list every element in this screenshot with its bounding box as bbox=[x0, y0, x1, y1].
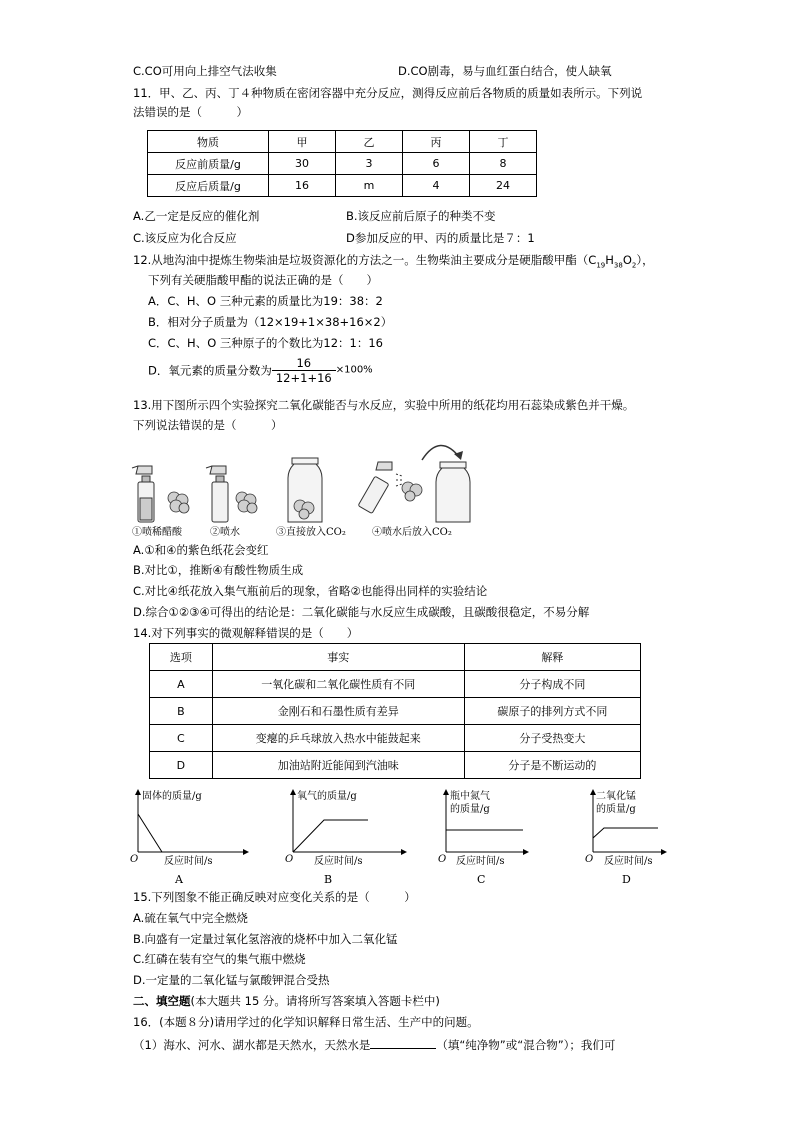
y-label-line1: 二氧化锰 bbox=[596, 791, 636, 802]
paper-flower-icon bbox=[168, 492, 189, 513]
origin-label: O bbox=[130, 854, 139, 865]
table-header-cell: 丙 bbox=[403, 131, 470, 153]
table-cell: 30 bbox=[269, 153, 336, 175]
q14-stem: 14.对下列事实的微观解释错误的是（ ） bbox=[133, 626, 359, 640]
q10-option-d: D.CO剧毒，易与血红蛋白结合，使人缺氧 bbox=[398, 64, 612, 78]
table-row bbox=[148, 153, 537, 175]
table-cell: 8 bbox=[470, 153, 537, 175]
table-cell: 分子是不断运动的 bbox=[464, 752, 640, 779]
spray-bottle-icon bbox=[358, 462, 404, 514]
q11-option-a: A.乙一定是反应的催化剂 bbox=[133, 209, 260, 223]
table-cell: 金刚石和石墨性质有差异 bbox=[212, 698, 464, 725]
table-cell: 反应前质量/g bbox=[148, 153, 269, 175]
table-row bbox=[148, 175, 537, 197]
curved-arrow-icon bbox=[422, 445, 460, 460]
origin-label: O bbox=[285, 854, 294, 865]
table-cell: 变瘪的乒乓球放入热水中能鼓起来 bbox=[212, 725, 464, 752]
graph-c bbox=[438, 789, 528, 886]
x-label: 反应时间/s bbox=[164, 856, 213, 867]
table-cell: 24 bbox=[470, 175, 537, 197]
table-cell: 6 bbox=[403, 153, 470, 175]
q13-caption-4: ④喷水后放入CO₂ bbox=[372, 527, 452, 538]
table-header-row bbox=[148, 131, 537, 153]
x-label: 反应时间/s bbox=[604, 856, 653, 867]
table-header-cell: 选项 bbox=[150, 644, 213, 671]
q13-caption-1: ①喷稀醋酸 bbox=[132, 527, 182, 538]
table-cell: 16 bbox=[269, 175, 336, 197]
spray-bottle-icon bbox=[132, 466, 154, 522]
q10-option-c: C.CO可用向上排空气法收集 bbox=[133, 64, 277, 78]
q13-caption-2: ②喷水 bbox=[210, 527, 240, 538]
graph-letter: C bbox=[477, 873, 486, 886]
x-label: 反应时间/s bbox=[456, 856, 505, 867]
table-cell: 4 bbox=[403, 175, 470, 197]
q12-option-d: D．氧元素的质量分数为 $\frac{16}{12+1+16}$ ×100% bbox=[148, 356, 373, 385]
data-line bbox=[138, 814, 162, 852]
paper-flower-icon bbox=[402, 482, 422, 501]
table-cell: 3 bbox=[336, 153, 403, 175]
data-line bbox=[593, 828, 658, 838]
q15-graphs-figure bbox=[128, 784, 668, 889]
table-cell: 分子受热变大 bbox=[464, 725, 640, 752]
origin-label: O bbox=[438, 854, 447, 865]
q13-option-d: D.综合①②③④可得出的结论是：二氧化碳能与水反应生成碳酸，且碳酸很稳定，不易分解 bbox=[133, 605, 590, 619]
table-header-cell: 丁 bbox=[470, 131, 537, 153]
q11-option-d: D参加反应的甲、丙的质量比是７：1 bbox=[346, 231, 535, 245]
table-cell: A bbox=[150, 671, 213, 698]
table-header-cell: 乙 bbox=[336, 131, 403, 153]
y-label-line2: 的质量/g bbox=[450, 804, 490, 815]
table-cell: 反应后质量/g bbox=[148, 175, 269, 197]
q12-option-a: A．C、H、O 三种元素的质量比为19：38：2 bbox=[148, 294, 383, 308]
y-label-line1: 瓶中氮气 bbox=[450, 791, 490, 802]
gas-jar-icon bbox=[436, 462, 470, 522]
q11-stem-line1: 11．甲、乙、丙、丁４种物质在密闭容器中充分反应，测得反应前后各物质的质量如表所示。下列说 bbox=[133, 86, 643, 100]
table-cell: 分子构成不同 bbox=[464, 671, 640, 698]
q12-option-c: C．C、H、O 三种原子的个数比为12：1：16 bbox=[148, 336, 383, 350]
q14-explanation-table bbox=[149, 643, 641, 779]
answer-blank[interactable] bbox=[370, 1037, 436, 1049]
table-header-cell: 物质 bbox=[148, 131, 269, 153]
q12-stem-line2: 下列有关硬脂酸甲酯的说法正确的是（ ） bbox=[148, 273, 378, 287]
graph-a bbox=[130, 789, 248, 886]
table-header-row bbox=[150, 644, 641, 671]
q16-stem: 16．(本题８分)请用学过的化学知识解释日常生活、生产中的问题。 bbox=[133, 1015, 479, 1029]
table-cell: m bbox=[336, 175, 403, 197]
q11-option-b: B.该反应前后原子的种类不变 bbox=[346, 209, 496, 223]
table-cell: C bbox=[150, 725, 213, 752]
graph-letter: D bbox=[622, 873, 631, 886]
graph-letter: B bbox=[324, 873, 333, 886]
y-label: 固体的质量/g bbox=[142, 791, 202, 802]
q13-option-a: A.①和④的紫色纸花会变红 bbox=[133, 543, 269, 557]
q12-stem-line1: 12.从地沟油中提炼生物柴油是垃圾资源化的方法之一。生物柴油主要成分是硬脂酸甲酯$(C_{19}H_{38}O_2)$， bbox=[133, 253, 654, 270]
graph-b bbox=[285, 789, 406, 886]
table-cell: D bbox=[150, 752, 213, 779]
graph-letter: A bbox=[175, 873, 183, 886]
table-cell: B bbox=[150, 698, 213, 725]
x-label: 反应时间/s bbox=[314, 856, 363, 867]
q15-option-b: B.向盛有一定量过氧化氢溶液的烧杯中加入二氧化锰 bbox=[133, 932, 398, 946]
q16-part1: （1）海水、河水、湖水都是天然水，天然水是 （填“纯净物”或“混合物”）；我们可 bbox=[133, 1038, 616, 1052]
q15-option-c: C.红磷在装有空气的集气瓶中燃烧 bbox=[133, 952, 306, 966]
fraction: $\frac{16}{12+1+16}$ bbox=[272, 356, 336, 385]
q11-mass-table bbox=[147, 130, 537, 197]
table-header-cell: 事实 bbox=[212, 644, 464, 671]
q15-stem: 15.下列图象不能正确反映对应变化关系的是（ ） bbox=[133, 890, 416, 904]
table-row bbox=[150, 725, 641, 752]
q13-stem-line2: 下列说法错误的是（ ） bbox=[133, 418, 283, 432]
table-row bbox=[150, 698, 641, 725]
origin-label: O bbox=[585, 854, 594, 865]
table-row bbox=[150, 752, 641, 779]
section-heading: 二、填空题(本大题共 15 分。请将所写答案填入答题卡栏中) bbox=[133, 994, 440, 1008]
data-line bbox=[293, 820, 368, 852]
y-label: 氧气的质量/g bbox=[297, 791, 357, 802]
table-cell: 碳原子的排列方式不同 bbox=[464, 698, 640, 725]
spray-bottle-icon bbox=[206, 466, 228, 522]
table-cell: 加油站附近能闻到汽油味 bbox=[212, 752, 464, 779]
q11-option-c: C.该反应为化合反应 bbox=[133, 231, 237, 245]
table-cell: 一氧化碳和二氧化碳性质有不同 bbox=[212, 671, 464, 698]
q13-option-b: B.对比①，推断④有酸性物质生成 bbox=[133, 563, 304, 577]
paper-flower-icon bbox=[236, 492, 257, 513]
table-row bbox=[150, 671, 641, 698]
q13-stem-line1: 13.用下图所示四个实验探究二氧化碳能否与水反应，实验中所用的纸花均用石蕊染成紫色并干燥。 bbox=[133, 398, 635, 412]
table-header-cell: 解释 bbox=[464, 644, 640, 671]
q15-option-a: A.硫在氧气中完全燃烧 bbox=[133, 911, 248, 925]
q15-option-d: D.一定量的二氧化锰与氯酸钾混合受热 bbox=[133, 973, 330, 987]
q12-option-b: B．相对分子质量为（12×19+1×38+16×2） bbox=[148, 315, 393, 329]
q13-caption-3: ③直接放入CO₂ bbox=[276, 527, 346, 538]
y-label-line2: 的质量/g bbox=[596, 804, 636, 815]
graph-d bbox=[585, 789, 666, 886]
q13-option-c: C.对比④纸花放入集气瓶前后的现象，省略②也能得出同样的实验结论 bbox=[133, 584, 488, 598]
table-header-cell: 甲 bbox=[269, 131, 336, 153]
q11-stem-line2: 法错误的是（ ） bbox=[133, 105, 248, 119]
